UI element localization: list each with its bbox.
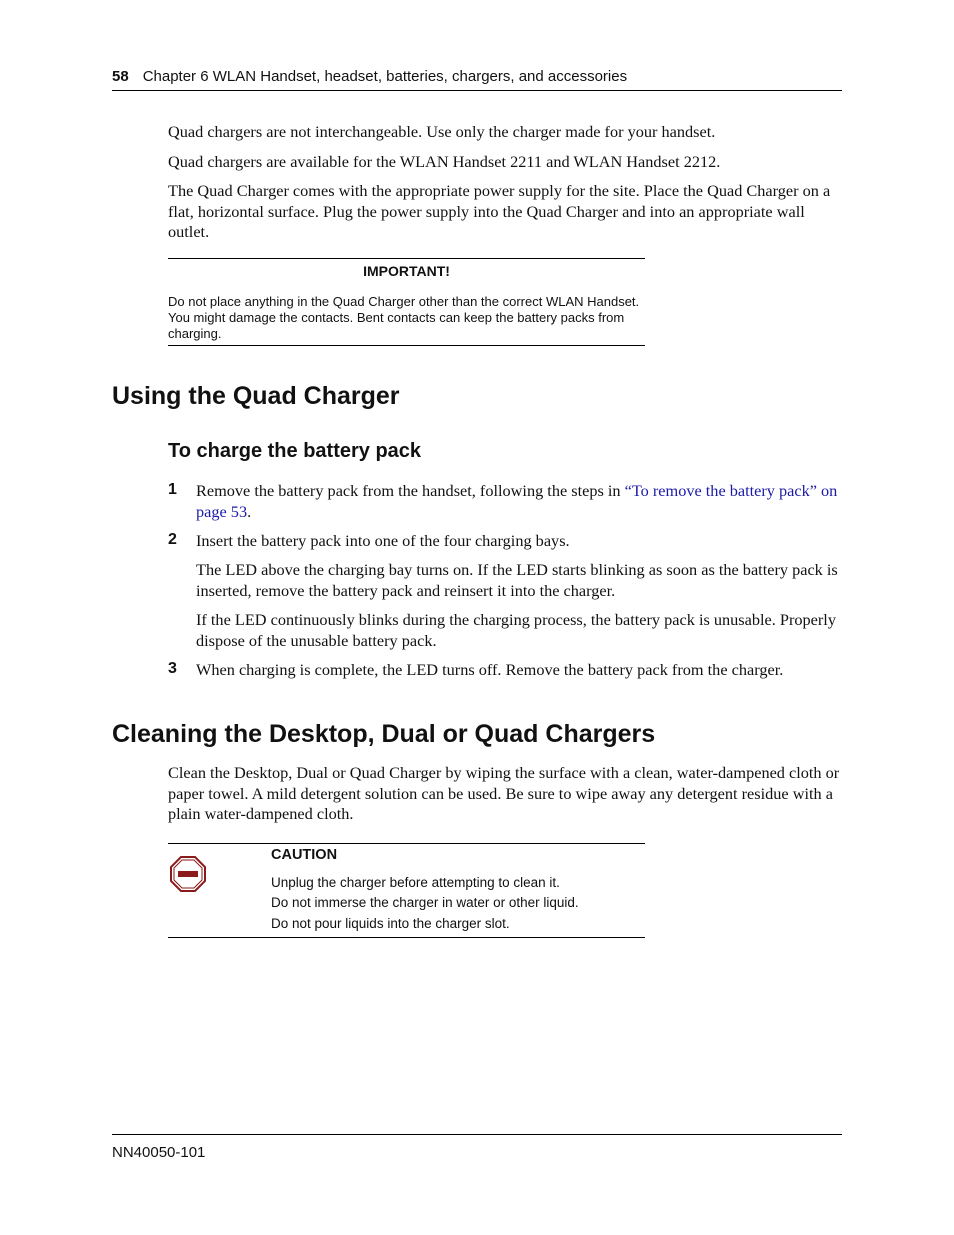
procedure-heading: To charge the battery pack	[168, 440, 422, 462]
intro-paragraph-1: Quad chargers are not interchangeable. Use only the charger made for your handset.	[168, 122, 716, 141]
caution-line-3: Do not pour liquids into the charger slot.	[271, 916, 510, 931]
step-number-3: 3	[168, 660, 177, 677]
caution-bottom-rule	[168, 937, 645, 938]
intro-paragraph-2: Quad chargers are available for the WLAN Handset 2211 and WLAN Handset 2212.	[168, 152, 721, 171]
caution-line-2: Do not immerse the charger in water or other liquid.	[271, 895, 579, 910]
caution-top-rule	[168, 843, 645, 844]
running-header	[112, 68, 842, 85]
step-2-note-1: The LED above the charging bay turns on. If the LED starts blinking as soon as the battery pack is inserted, remove the battery pack and reinsert it into the charger.	[196, 560, 838, 600]
header-rule	[112, 90, 842, 91]
cleaning-paragraph: Clean the Desktop, Dual or Quad Charger by wiping the surface with a clean, water-dampened cloth or paper towel. A mild detergent solution can be used. Be sure to wipe away any detergent residue with a plain water-dampened cloth.	[168, 763, 840, 823]
intro-paragraph-3: The Quad Charger comes with the appropriate power supply for the site. Place the Quad Charger on a flat, horizontal surface. Plug the power supply into the Quad Charger and into an appropriate wall outlet.	[168, 181, 831, 241]
notice-bottom-rule	[168, 345, 645, 346]
step-1-text-start: Remove the battery pack from the handset, following the steps in	[196, 481, 625, 500]
chapter-title: Chapter 6 WLAN Handset, headset, batteries, chargers, and accessories	[142, 68, 628, 85]
section-heading-cleaning: Cleaning the Desktop, Dual or Quad Chargers	[112, 720, 656, 748]
stop-icon	[170, 856, 206, 892]
page-number: 58	[112, 68, 129, 85]
step-2-text: Insert the battery pack into one of the four charging bays.	[196, 531, 570, 550]
step-number-2: 2	[168, 531, 177, 548]
caution-line-1: Unplug the charger before attempting to clean it.	[271, 875, 560, 890]
section-heading-using-quad-charger: Using the Quad Charger	[112, 382, 400, 410]
step-number-1: 1	[168, 481, 177, 498]
important-title: IMPORTANT!	[363, 263, 450, 279]
important-notice	[168, 258, 645, 346]
caution-title: CAUTION	[271, 847, 338, 863]
step-3-text: When charging is complete, the LED turns off. Remove the battery pack from the charger.	[196, 660, 784, 679]
step-1-text	[196, 481, 842, 522]
step-2-note-2: If the LED continuously blinks during the charging process, the battery pack is unusable. Properly dispose of the unusable battery pack.	[196, 610, 836, 650]
battery-removal-link[interactable]: “To remove the battery pack” on page 53	[196, 481, 838, 521]
important-body: Do not place anything in the Quad Charger other than the correct WLAN Handset. You might damage the contacts. Bent contacts can keep the battery packs from charging.	[168, 294, 640, 341]
footer-rule	[112, 1134, 842, 1135]
document-number: NN40050-101	[112, 1144, 206, 1161]
step-1-text-end: .	[247, 501, 252, 521]
